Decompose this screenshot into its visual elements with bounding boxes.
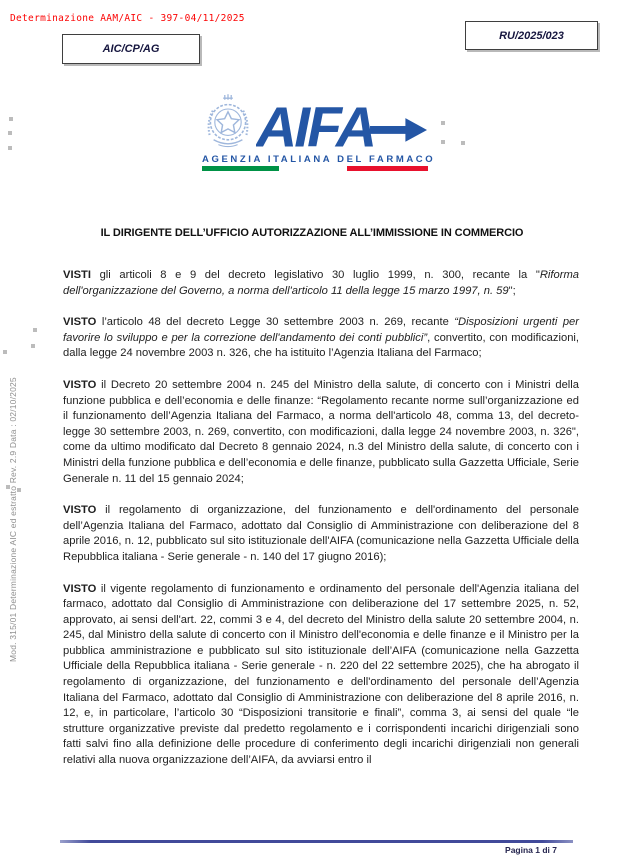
italy-emblem-icon	[204, 93, 252, 153]
registry-code-box	[465, 21, 598, 50]
paragraph: VISTO l’articolo 48 del decreto Legge 30 settembre 2003 n. 269, recante “Disposizioni urgenti per favorire lo sviluppo e per la correzione dell'andamento dei conti pubblici”, convertito, con modificazioni, dalla legge 24 novembre 2003 n. 326, che ha istituito l’Agenzia Italiana del Farmaco;	[63, 316, 580, 360]
paragraph: VISTO il regolamento di organizzazione, del funzionamento e dell'ordinamento del personale dell’Agenzia Italiana del Farmaco, adottato dal Consiglio di Amministrazione con deliberazione del 8 aprile 2016, n. 12, pubblicato sul sito istituzionale dell'AIFA (comunicazione nella Gazzetta Ufficiale della Repubblica italiana - Serie generale - n. 140 del 17 giugno 2016);	[63, 504, 579, 563]
logo-subtitle: AGENZIA ITALIANA DEL FARMACO	[202, 154, 436, 165]
scan-artifact-dot	[441, 121, 445, 125]
paragraph: VISTO il vigente regolamento di funzionamento e ordinamento del personale dell'Agenzia italiana del farmaco, adottato dal Consiglio di Amministrazione con deliberazione del 17 settembre 2025, n. 52, approvato, ai sensi dell'art. 22, commi 3 e 4, del decreto del Ministro della salute 20 settembre 2004, n. 245, dal Ministro della salute di concerto con il Ministro dell'economia e delle finanze e il Ministro per la pubblica amministrazione e pubblicato sul sito istituzionale dell’AIFA (comunicazione nella Gazzetta Ufficiale della Repubblica italiana - Serie generale - n. 220 del 22 settembre 2025), che ha abrogato il regolamento di organizzazione, del funzionamento e dell'ordinamento del personale dell’Agenzia Italiana del Farmaco, adottato dal Consiglio di Amministrazione con deliberazione del 8 aprile 2016, n. 12, e, in particolare, l’articolo 30 “Disposizioni transitorie e finali”, comma 3, ai sensi del quale “le strutture organizzative previste dal predetto regolamento e i corrispondenti incarichi dirigenziali sono fatti salvi fino alla definizione delle procedure di conferimento degli incarichi dirigenziali non generali relativi alla nuova organizzazione dell’AIFA, da avviarsi entro il	[63, 582, 579, 767]
office-code-label: AIC/CP/AG	[102, 43, 160, 55]
scan-artifact-dot	[8, 131, 12, 135]
footer-divider	[60, 840, 573, 843]
flag-green-bar	[202, 166, 279, 171]
document-title: IL DIRIGENTE DELL’UFFICIO AUTORIZZAZIONE ALL’IMMISSIONE IN COMMERCIO	[100, 227, 524, 239]
scan-artifact-dot	[9, 117, 13, 121]
office-code-box	[62, 34, 200, 64]
page-number: Pagina 1 di 7	[505, 845, 557, 855]
scan-artifact-dot	[8, 146, 12, 150]
aifa-wordmark	[256, 103, 428, 153]
paragraph: VISTI gli articoli 8 e 9 del decreto legislativo 30 luglio 1999, n. 300, recante la "Riforma dell'organizzazione del Governo, a norma dell'articolo 11 della legge 15 marzo 1997, n. 59";	[63, 269, 579, 297]
scan-artifact-dot	[3, 350, 7, 354]
flag-red-bar	[347, 166, 428, 171]
scan-artifact-dot	[441, 140, 445, 144]
determination-number: Determinazione AAM/AIC - 397-04/11/2025	[10, 13, 245, 24]
scan-artifact-dot	[33, 328, 37, 332]
scan-artifact-dot	[461, 141, 465, 145]
document-body	[63, 268, 579, 785]
aifa-logo	[202, 93, 436, 175]
sidebar-vertical-text: Mod. 315/01 Determinazione AIC ed estratto Rev. 2.9 Data : 02/10/2025	[8, 377, 18, 662]
scan-artifact-dot	[31, 344, 35, 348]
svg-text:AIFA: AIFA	[256, 103, 375, 153]
paragraph: VISTO il Decreto 20 settembre 2004 n. 245 del Ministro della salute, di concerto con i Ministri della funzione pubblica e dell’economia e delle finanze: “Regolamento recante norme sull’organizzazione ed il funzionamento dell’Agenzia Italiana del Farmaco, a norma dell'articolo 48, comma 13, del decreto-legge 30 settembre 2003, n. 269, convertito, con modificazioni, dalla legge 24 novembre 2003, n. 326", come da ultimo modificato dal Decreto 8 gennaio 2024, n.3 del Ministro della salute, di concerto con i Ministri della funzione pubblica e dell’economia e delle finanze, pubblicato sulla Gazzetta Ufficiale, Serie Generale n. 11 del 15 gennaio 2024;	[63, 378, 579, 485]
registry-code-label: RU/2025/023	[499, 29, 564, 42]
